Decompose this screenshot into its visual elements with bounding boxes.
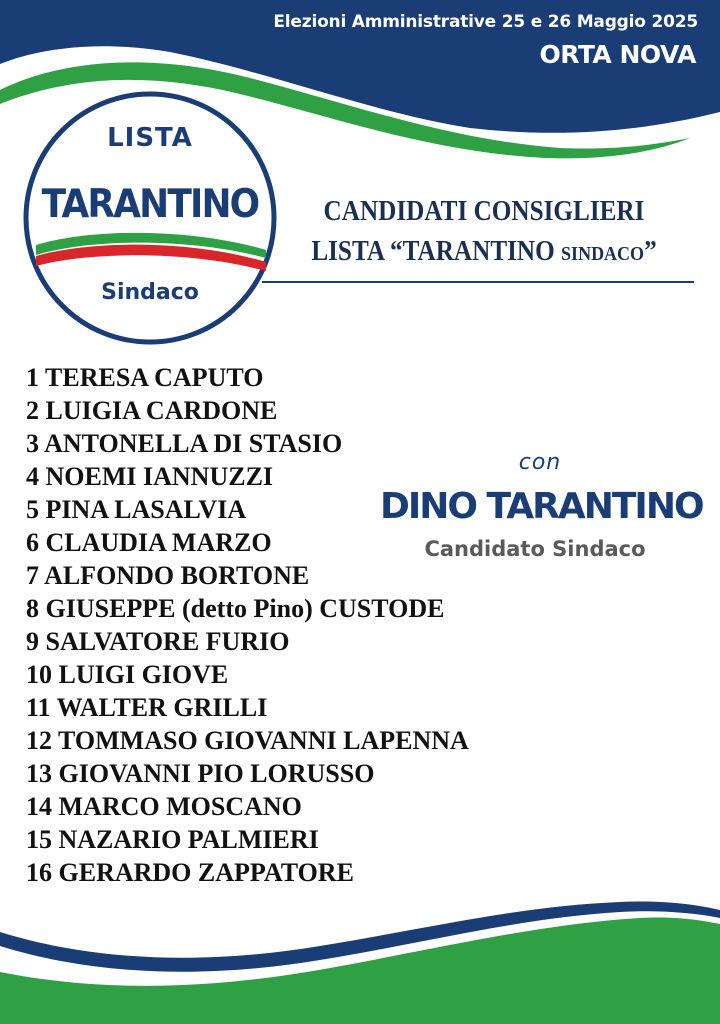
- subtitle-list-end: ”: [644, 236, 657, 267]
- candidate-list: [26, 361, 469, 889]
- candidate-item: 2 LUIGIA CARDONE: [26, 396, 278, 425]
- candidate-item: 4 NOEMI IANNUZZI: [26, 462, 274, 491]
- candidate-item: 3 ANTONELLA DI STASIO: [26, 429, 343, 458]
- subtitle-list-name: [290, 236, 679, 268]
- mayor-candidate-role: Candidato Sindaco: [424, 537, 646, 561]
- town-name: ORTA NOVA: [539, 40, 696, 69]
- candidate-item: 1 TERESA CAPUTO: [26, 363, 264, 392]
- candidate-item: 10 LUIGI GIOVE: [26, 660, 229, 689]
- candidate-item: 6 CLAUDIA MARZO: [26, 528, 272, 557]
- logo-tarantino-text: TARANTINO: [41, 182, 259, 227]
- candidate-item: 7 ALFONDO BORTONE: [26, 561, 310, 590]
- mayor-candidate-name: DINO TARANTINO: [380, 486, 703, 527]
- con-label: con: [518, 450, 562, 475]
- subtitle-divider: [262, 281, 694, 283]
- candidate-item: 9 SALVATORE FURIO: [26, 627, 290, 656]
- candidate-item: 13 GIOVANNI PIO LORUSSO: [26, 759, 375, 788]
- subtitle-candidates: CANDIDATI CONSIGLIERI: [323, 196, 645, 227]
- candidate-item: 16 GERARDO ZAPPATORE: [26, 858, 354, 887]
- candidate-item: 12 TOMMASO GIOVANNI LAPENNA: [26, 726, 469, 755]
- footer-swoosh-graphic: [0, 880, 720, 1024]
- candidate-item: 11 WALTER GRILLI: [26, 693, 268, 722]
- candidate-item: 5 PINA LASALVIA: [26, 495, 247, 524]
- logo-sindaco-text: Sindaco: [101, 280, 199, 305]
- election-date-heading: Elezioni Amministrative 25 e 26 Maggio 2025: [273, 12, 698, 32]
- subtitle-list-main: LISTA “TARANTINO: [311, 236, 562, 267]
- candidate-item: 15 NAZARIO PALMIERI: [26, 825, 319, 854]
- candidate-item: 8 GIUSEPPE (detto Pino) CUSTODE: [26, 594, 445, 623]
- candidate-item: 14 MARCO MOSCANO: [26, 792, 302, 821]
- subtitle-list-small: SINDACO: [561, 243, 645, 265]
- logo-lista-text: LISTA: [107, 123, 193, 153]
- list-logo: [22, 90, 278, 346]
